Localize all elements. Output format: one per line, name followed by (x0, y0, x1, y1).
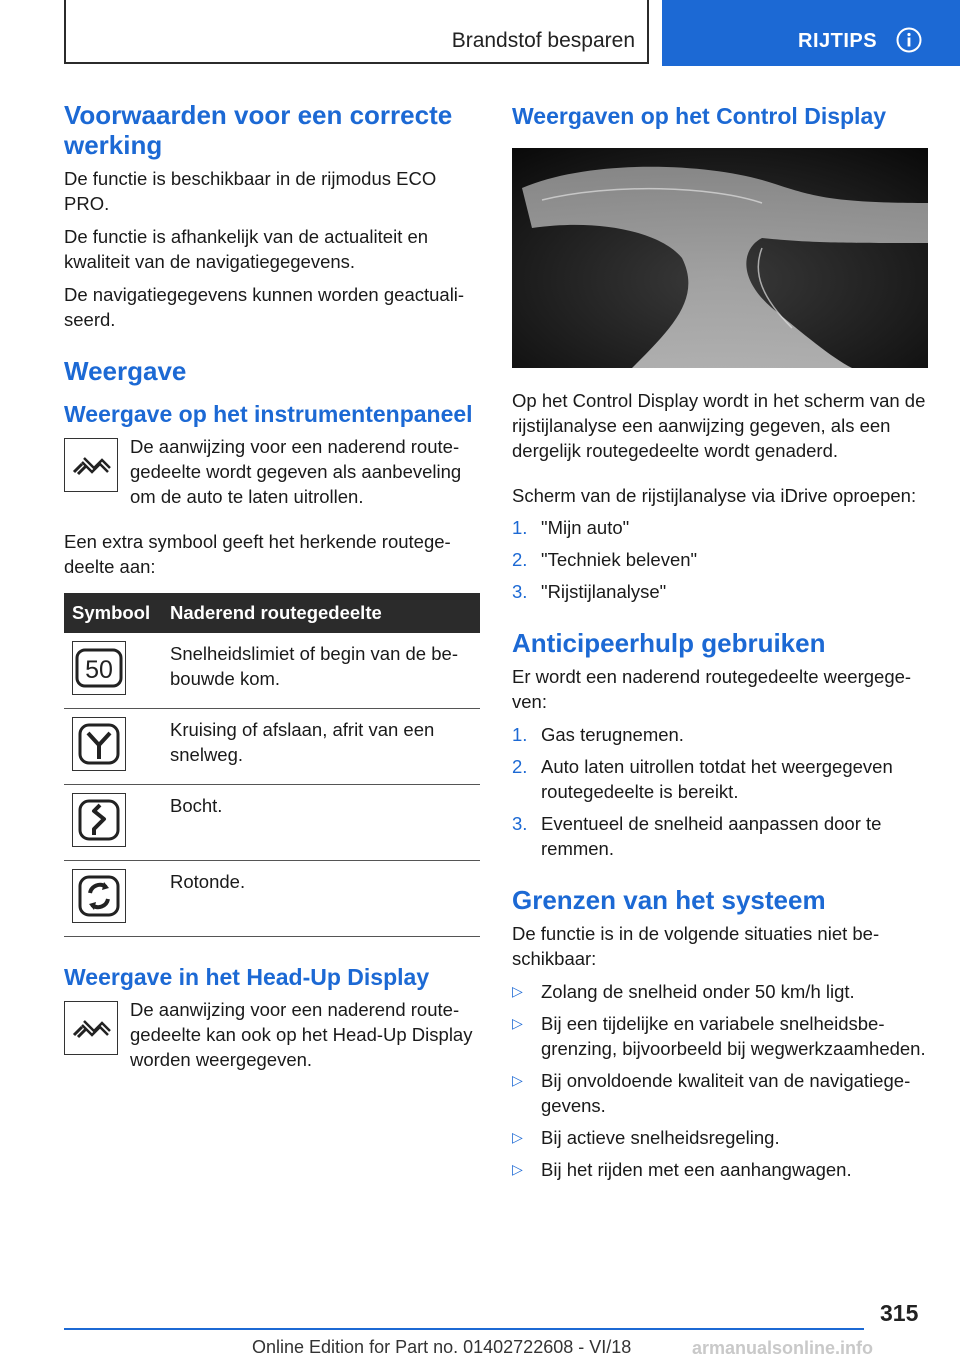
list-item: 1. Gas terugnemen. (512, 724, 684, 745)
header-section-title: Brandstof besparen (451, 29, 635, 52)
table-cell-text: Bocht. (162, 785, 480, 861)
bullet-triangle-icon: ▷ (512, 1015, 523, 1031)
heading-head-up-display: Weergave in het Head-Up Display (64, 964, 430, 990)
paragraph: Een extra symbool geeft het herkende routegedeelte aan: (64, 531, 451, 577)
paragraph: Er wordt een naderend routegedeelte weergegeven: (512, 666, 912, 712)
table-header-symbool: Symbool (64, 593, 162, 633)
instrument-note (64, 434, 480, 509)
table-cell-text: Rotonde. (162, 861, 480, 937)
footer-edition: Online Edition for Part no. 01402722608 - VI/18 (252, 1337, 632, 1357)
table-cell-text: Kruising of afslaan, afrit van een snelweg. (162, 709, 480, 785)
header-chapter-label: RIJTIPS (798, 30, 878, 52)
list-item: ▷ Zolang de snelheid onder 50 km/h ligt. (512, 981, 855, 1002)
list-item: ▷ Bij een tijdelijke en variabele snelheidsbegrenzing, bijvoorbeeld bij wegwerkzaamheden. (512, 1013, 926, 1059)
anticipation-steps (512, 722, 928, 861)
hud-text: De aanwijzing voor een naderend routegedeelte kan ook op het Head-Up Display worden weergegeven. (130, 999, 473, 1070)
junction-icon (72, 717, 126, 771)
footer-divider (64, 1328, 864, 1330)
symbol-table (64, 593, 480, 937)
bullet-triangle-icon: ▷ (512, 1161, 523, 1177)
paragraph: De functie is beschikbaar in de rijmodus ECO PRO. (64, 168, 437, 214)
heading-anticipeerhulp: Anticipeerhulp gebruiken (512, 628, 826, 658)
table-cell-text: Snelheidslimiet of begin van de bebouwde kom. (162, 633, 480, 709)
heading-grenzen: Grenzen van het systeem (512, 885, 826, 915)
paragraph: De functie is afhankelijk van de actualiteit en kwaliteit van de navigatiegegevens. (64, 226, 429, 272)
bullet-triangle-icon: ▷ (512, 1072, 523, 1088)
header-chapter-tab[interactable] (662, 0, 960, 66)
heading-weergave: Weergave (64, 356, 187, 386)
list-item: 1. "Mijn auto" (512, 517, 630, 538)
limitations-list (512, 979, 928, 1182)
table-header-routegedeelte: Naderend routegedeelte (162, 593, 480, 633)
list-item: ▷ Bij het rijden met een aanhangwagen. (512, 1159, 852, 1180)
coasting-hint-icon (64, 438, 118, 492)
table-row (64, 861, 480, 937)
hud-note (64, 997, 480, 1072)
svg-text:50: 50 (85, 656, 113, 684)
heading-instrumentenpaneel: Weergave op het instrumentenpaneel (64, 401, 473, 427)
heading-voorwaarden: Voorwaarden voor een correcte werking (64, 100, 453, 160)
curve-icon (72, 793, 126, 847)
header-section-box (64, 0, 649, 64)
list-item: ▷ Bij onvoldoende kwaliteit van de navigatiegegevens. (512, 1070, 911, 1116)
instrument-text: De aanwijzing voor een naderend routegedeelte wordt gegeven als aanbeveling om de auto te laten uitrollen. (130, 436, 462, 507)
watermark: armanualsonline.info (692, 1338, 874, 1358)
coasting-hint-icon (64, 1001, 118, 1055)
right-column (512, 100, 928, 1182)
bullet-triangle-icon: ▷ (512, 1129, 523, 1145)
info-icon[interactable] (896, 27, 922, 53)
left-column (64, 100, 480, 1072)
paragraph: De navigatiegegevens kunnen worden geactualiseerd. (64, 284, 465, 330)
list-item: 2. "Techniek beleven" (512, 549, 698, 570)
table-row (64, 785, 480, 861)
page-number: 315 (880, 1300, 919, 1326)
heading-control-display: Weergaven op het Control Display (512, 103, 887, 129)
list-item: 2. Auto laten uitrollen totdat het weergegeven routegedeelte is bereikt. (512, 756, 893, 802)
table-row (64, 709, 480, 785)
paragraph: Scherm van de rijstijlanalyse via iDrive oproepen: (512, 485, 917, 506)
bullet-triangle-icon: ▷ (512, 983, 523, 999)
list-item: 3. "Rijstijlanalyse" (512, 581, 667, 602)
list-item: 3. Eventueel de snelheid aanpassen door te remmen. (512, 813, 882, 859)
list-item: ▷ Bij actieve snelheidsregeling. (512, 1127, 780, 1148)
table-row (64, 633, 480, 709)
control-display-road-image (512, 148, 928, 368)
paragraph: Op het Control Display wordt in het scherm van de rijstijlanalyse een aanwijzing gegeven, als een dergelijk routegedeelte wordt genaderd. (512, 390, 926, 461)
roundabout-icon (72, 869, 126, 923)
speed-limit-50-icon (72, 641, 126, 695)
idrive-steps (512, 515, 928, 604)
paragraph: De functie is in de volgende situaties niet beschikbaar: (512, 923, 880, 969)
